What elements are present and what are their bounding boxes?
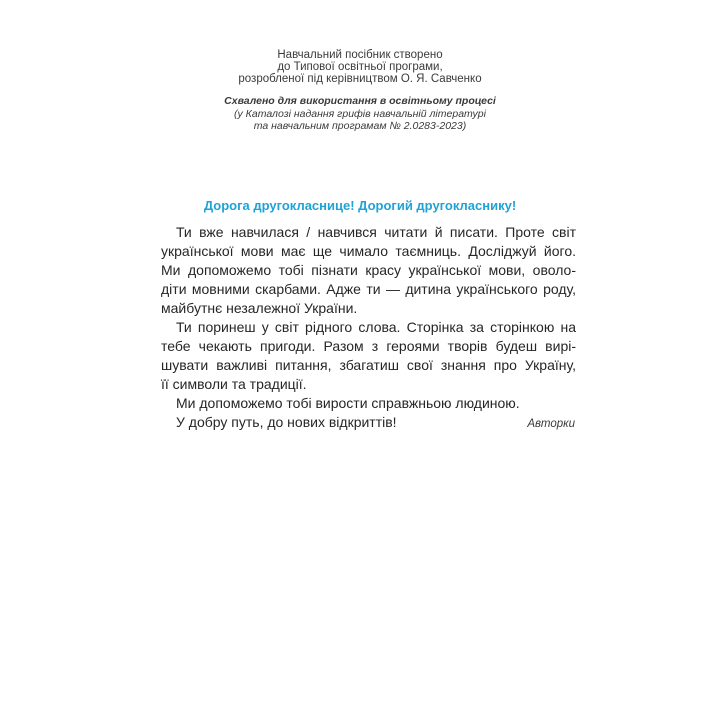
approval-note-line-3: та навчальним програмам № 2.0283-2023): [253, 120, 467, 132]
body-line-10: Ми допоможемо тобі вирости справжньою людиною.: [176, 395, 520, 411]
greeting-heading: Дорога другокласнице! Дорогий другокласнику!: [203, 198, 517, 213]
body-line-11: У добру путь, до нових відкриттів!: [176, 414, 397, 430]
body-line-2: української мови має ще чимало таємниць. Досліджуй його.: [161, 243, 576, 259]
signature: Авторки: [527, 418, 575, 430]
body-line-8: шувати важливі питання, збагатиш свої знання про Україну,: [161, 357, 576, 373]
publication-note-line-1: Навчальний посібник створено: [277, 49, 443, 61]
approval-note-title: Схвалено для використання в освітньому процесі: [224, 95, 496, 107]
body-line-3: Ми допоможемо тобі пізнати красу української мови, оволо-: [161, 262, 576, 278]
publication-note-line-3: розробленої під керівництвом О. Я. Савченко: [238, 73, 482, 85]
body-line-4: діти мовними скарбами. Адже ти — дитина українського роду,: [161, 281, 576, 297]
body-line-7: тебе чекають пригоди. Разом з героями творів будеш вирі-: [161, 338, 576, 354]
body-line-1: Ти вже навчилася / навчився читати й писати. Проте світ: [176, 224, 576, 240]
approval-note-line-2: (у Каталозі надання грифів навчальній літературі: [234, 108, 486, 120]
publication-note-line-2: до Типової освітньої програми,: [277, 61, 443, 73]
body-line-6: Ти поринеш у світ рідного слова. Сторінка за сторінкою на: [176, 319, 576, 335]
body-line-5: майбутнє незалежної України.: [161, 300, 358, 316]
body-line-9: її символи та традиції.: [161, 376, 307, 392]
